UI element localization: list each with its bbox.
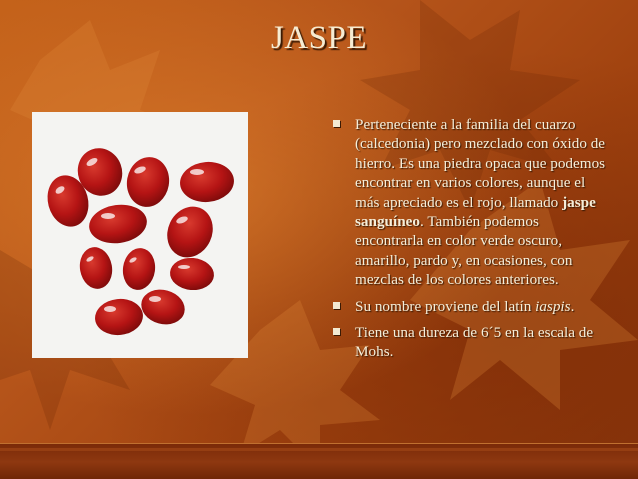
bullet-item — [326, 297, 606, 316]
bullet-text: Perteneciente a la familia del cuarzo (calcedonia) pero mezclado con óxido de hierro. Es una piedra opaca que podemos encontrar en varios colores, aunque el más apreciado es el rojo, llamado jaspe sanguíneo. También podemos encontrarla en color verde oscuro, amarillo, pardo y, en ocasiones, con mezclas de los colores anteriores. — [355, 116, 606, 289]
slide-title: JASPE — [270, 20, 368, 56]
footer-band — [0, 443, 638, 479]
square-bullet-icon — [333, 328, 340, 335]
bullet-text: Su nombre proviene del latín iaspis. — [355, 297, 575, 315]
square-bullet-icon — [333, 120, 340, 127]
bullet-text: Tiene una dureza de 6´5 en la escala de Mohs. — [355, 324, 594, 361]
red-jasper-cabochons-image — [32, 112, 248, 358]
square-bullet-icon — [333, 302, 340, 309]
jasper-photo — [32, 112, 248, 358]
bullet-item — [326, 115, 606, 290]
bullet-list — [326, 115, 606, 369]
bullet-item — [326, 323, 606, 362]
